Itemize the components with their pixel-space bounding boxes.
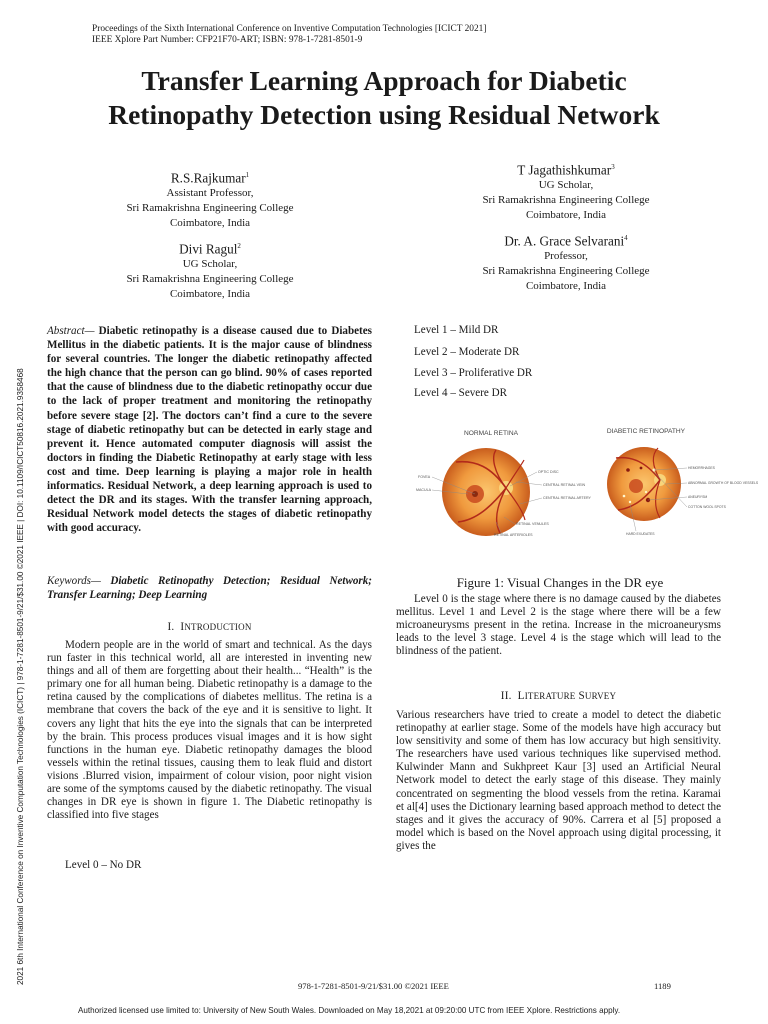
- section-title-rest: ITERATURE: [524, 691, 576, 701]
- section-heading-literature-survey: [396, 689, 721, 703]
- title-line-1: Transfer Learning Approach for Diabetic: [141, 65, 627, 96]
- retina-figure: [396, 412, 759, 567]
- author-org: Sri Ramakrishna Engineering College: [126, 202, 294, 215]
- label-macula: MACULA: [416, 488, 431, 492]
- author-name: Dr. A. Grace Selvarani: [504, 233, 625, 249]
- paper-title: [40, 64, 728, 132]
- introduction-text: Modern people are in the world of smart and technical. As the days run faster in this technical world, all are interested in inventing new things and all of them are forgetting about their health... “Health” is the primary one for all human being. Diabetic retinopathy is a damage to the retina caused by the complications of diabetes mellitus. The retina is a membrane that covers the back of the eye and it is sensitive to light. It covers any light that hits the eye into the signals that can be interpreted by the brain. This process produces visual images and it is how sight functions in the human eye. Diabetic retinopathy damages the blood vessels within the retinal tissues, causing them to leak fluid and distort visions .Blurred vision, impairment of colour vision, poor night vision are some of the symptoms caused by the diabetic retinopathy. The visual changes in DR eye is shown in figure 1. The Diabetic retinopathy is classified into five stages: [47, 639, 372, 822]
- section-title-initial: I: [180, 621, 185, 633]
- title-line-2: Retinopathy Detection using Residual Network: [108, 99, 660, 130]
- author-role: Professor,: [544, 250, 588, 263]
- abstract-text: Diabetic retinopathy is a disease caused due to Diabetes Mellitus in the diabetic patients. It is the major cause of blindness for several countries. The longer the diabetic retinopathy affected the high chance that the person can go blind. 90% of cases reported that the cause of blindness due to the diabetic retinopathy occur due to the lack of proper treatment and monitoring the retinopathy before severe stage [2]. The doctors can’t find a cure to the severe stage of diabetic retinopathy but can be detected in early stage and prevent it. Hence automated computer diagnosis will assist the doctors in finding the Diabetic Retinopathy at early stage with less cost and time. Deep learning is playing a major role in health informatics. Residual Network, a deep learning approach is used to detect the DR and its stages. With the transfer learning approach, Residual Network model detects the stages of diabetic retinopathy with good accuracy.: [47, 325, 372, 535]
- author-sup: 1: [245, 171, 250, 179]
- levels-text: Level 0 is the stage where there is no damage caused by the diabetes mellitus. Level 1 and Level 2 is the stage where there will be a few microaneurysms present in the retina. Increase in the microaneurysms leads to the level 3 stage. Level 4 is the stage which will lead to the blindness of the patient.: [396, 593, 721, 658]
- author-name: Divi Ragul: [179, 241, 238, 257]
- author-role: UG Scholar,: [182, 258, 238, 271]
- literature-survey-text: Various researchers have tried to create a model to detect the diabetic retinopathy at earlier stage. Some of the models have high accuracy but low sensitivity and some of them has low accuracy but high sensitivity. The researchers have used various techniques like supervised method. Kulwinder Mann and Sukhpreet Kaur [3] used an Artificial Neural Network model to detect the early stage of this disease. They mainly concentrated on segmenting the blood vessels from the retina. Karamai et al[4] uses the Dictionary learning based approach method to detect the stages and it gives the accuracy of 90%. Carrera et al [5] proposed a model which is based on the Novel approach using digital processing, it gives the: [396, 709, 721, 852]
- author-block-2: [80, 238, 340, 302]
- level-4-line: Level 4 – Severe DR: [414, 387, 508, 399]
- dr-retina-title: DIABETIC RETINOPATHY: [606, 428, 686, 435]
- level-2-line: Level 2 – Moderate DR: [414, 346, 520, 358]
- normal-retina-title: NORMAL RETINA: [464, 430, 518, 437]
- section-title-rest-2: URVEY: [584, 691, 617, 701]
- section-title-initial-2: S: [578, 690, 585, 702]
- author-block-1: [80, 167, 340, 231]
- retina-illustration: [396, 412, 759, 567]
- label-optic-disc: OPTIC DISC: [538, 470, 559, 474]
- keywords: [47, 574, 372, 602]
- label-central-retinal-artery: CENTRAL RETINAL ARTERY: [543, 496, 591, 500]
- label-hard-exudates: HARD EXUDATES: [626, 532, 655, 536]
- doi-sidebar: 2021 6th International Conference on Inventive Computation Technologies (ICICT) | 978-1-7281-8501-9/21/$31.00 ©2021 IEEE | DOI: 10.1109/ICICT50816.2021.9358468: [16, 368, 25, 985]
- label-retinal-venules: RETINAL VENULES: [516, 522, 549, 526]
- section-heading-introduction: [47, 620, 372, 634]
- figure-caption: Figure 1: Visual Changes in the DR eye: [456, 575, 664, 590]
- label-abnormal-growth: ABNORMAL GROWTH OF BLOOD VESSELS: [688, 481, 759, 485]
- section-title-rest: NTRODUCTION: [184, 622, 252, 632]
- literature-survey-paragraph: [396, 709, 721, 853]
- keywords-label: Keywords—: [47, 575, 101, 587]
- author-name: R.S.Rajkumar: [170, 170, 246, 186]
- section-title-initial: L: [517, 690, 525, 702]
- authorized-use-note: Authorized licensed use limited to: University of New South Wales. Downloaded on May 18,2021 at 09:20:00 UTC from IEEE Xplore. Restrictions apply.: [78, 1006, 621, 1015]
- author-sup: 4: [624, 234, 628, 242]
- level-3-line: Level 3 – Proliferative DR: [414, 367, 533, 379]
- proceedings-header: Proceedings of the Sixth International Conference on Inventive Computation Technologies [ICICT 2021]: [92, 24, 487, 34]
- page-number: 1189: [654, 981, 671, 991]
- author-org: Sri Ramakrishna Engineering College: [482, 265, 650, 278]
- section-numeral: I.: [167, 621, 175, 633]
- label-fovea: FOVEA: [418, 475, 431, 479]
- author-city: Coimbatore, India: [169, 217, 251, 230]
- author-block-3: [436, 159, 696, 223]
- label-cotton-wool-spots: COTTON WOOL SPOTS: [688, 505, 726, 509]
- abstract: [47, 324, 372, 535]
- introduction-paragraph: [47, 639, 372, 822]
- author-block-4: [436, 230, 696, 294]
- ieee-part-number: IEEE Xplore Part Number: CFP21F70-ART; ISBN: 978-1-7281-8501-9: [92, 35, 363, 45]
- section-numeral: II.: [500, 690, 512, 702]
- author-org: Sri Ramakrishna Engineering College: [126, 273, 294, 286]
- author-sup: 3: [611, 163, 615, 171]
- author-city: Coimbatore, India: [525, 280, 607, 293]
- author-org: Sri Ramakrishna Engineering College: [482, 194, 650, 207]
- keywords-text: Diabetic Retinopathy Detection; Residual Network; Transfer Learning; Deep Learning: [47, 575, 372, 602]
- label-aneurysm: ANEURYSM: [688, 495, 708, 499]
- label-central-retinal-vein: CENTRAL RETINAL VEIN: [543, 483, 586, 487]
- level-0-line: Level 0 – No DR: [65, 859, 142, 871]
- label-retinal-arterioles: RETINAL ARTERIOLES: [494, 533, 533, 537]
- author-sup: 2: [237, 242, 241, 250]
- author-role: UG Scholar,: [538, 179, 594, 192]
- footer-copyright: 978-1-7281-8501-9/21/$31.00 ©2021 IEEE: [298, 981, 449, 991]
- author-city: Coimbatore, India: [525, 209, 607, 222]
- levels-paragraph: [396, 593, 721, 658]
- abstract-label: Abstract—: [47, 325, 95, 337]
- author-role: Assistant Professor,: [166, 187, 254, 200]
- level-1-line: Level 1 – Mild DR: [414, 324, 499, 336]
- label-hemorrhages: HEMORRHAGES: [688, 466, 715, 470]
- author-name: T Jagathishkumar: [517, 162, 612, 178]
- author-city: Coimbatore, India: [169, 288, 251, 301]
